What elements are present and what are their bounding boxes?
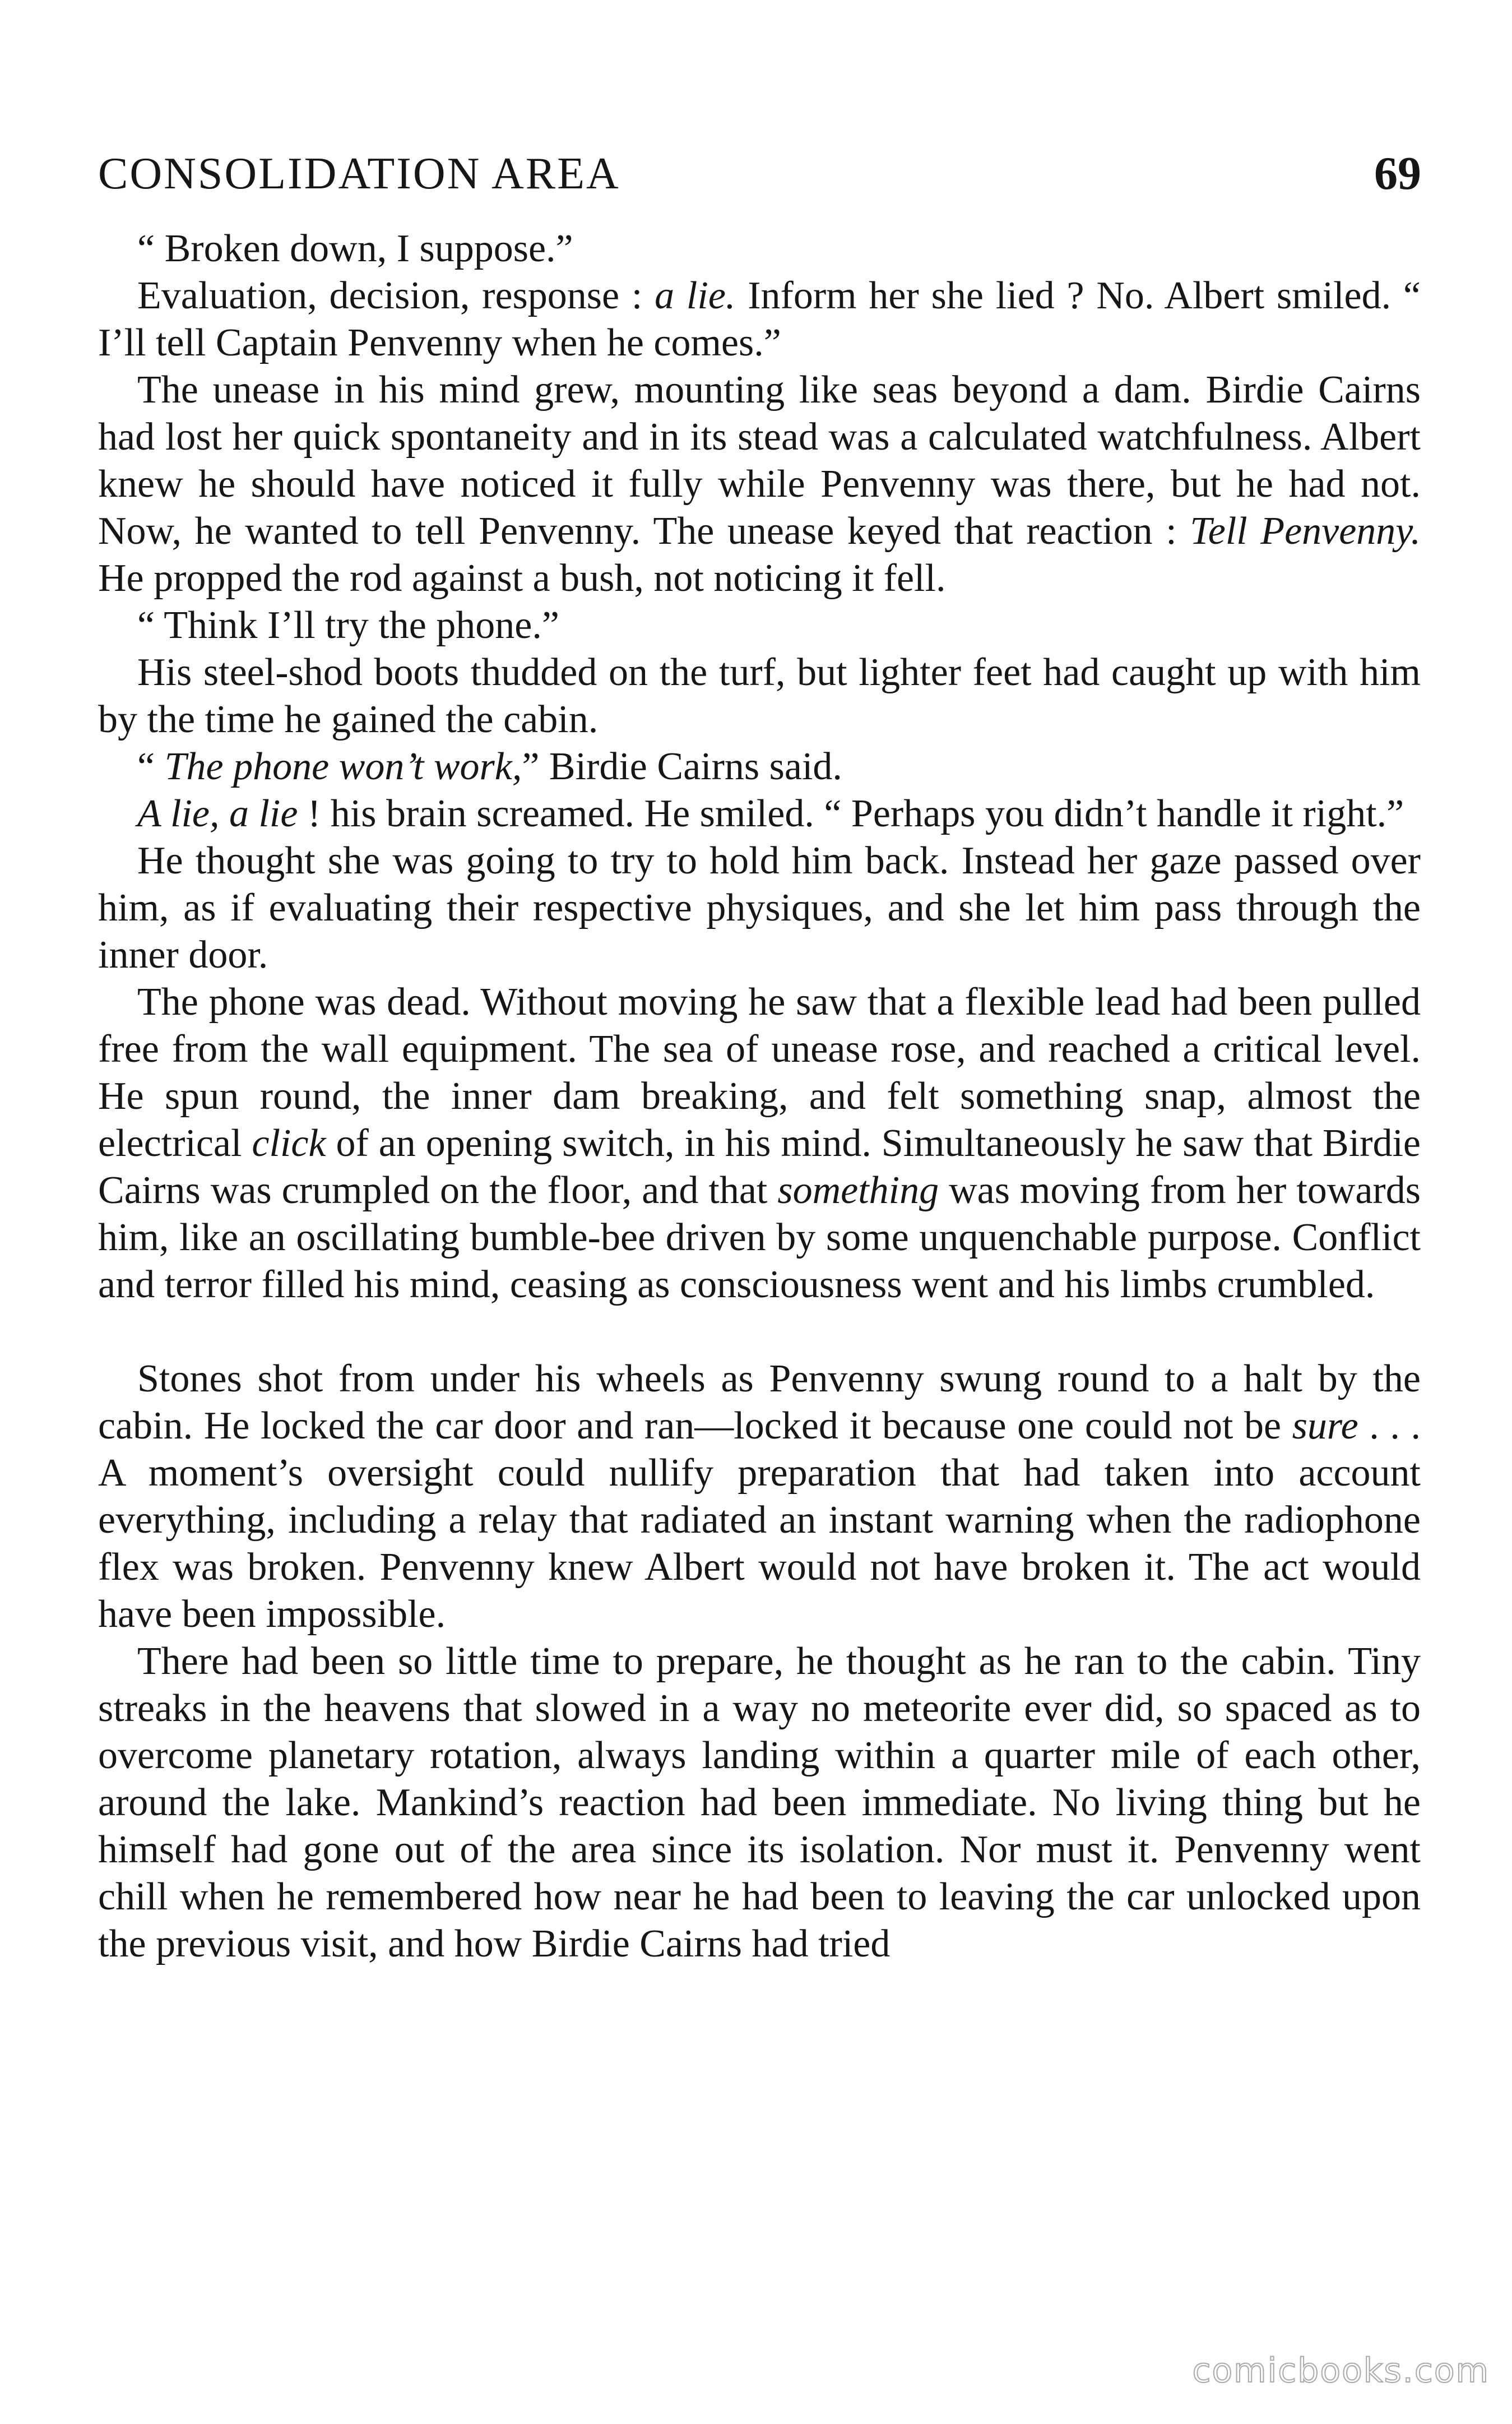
italic-text: A lie, a lie (137, 792, 298, 835)
text-run: The phone was dead. Without moving he saw that a flexible lead had been pulled free from the wall equipment. The sea of unease rose, and reached a critical level. He spun round, the inner dam breaking, and felt something snap, almost the electrical (98, 980, 1421, 1165)
page-number: 69 (1374, 147, 1421, 200)
paragraph (98, 1356, 1421, 1638)
text-run: Stones shot from under his wheels as Penvenny swung round to a halt by the cabin. He locked the car door and ran—locked it because one could not be (98, 1357, 1421, 1447)
text-run: Evaluation, decision, response : (137, 274, 655, 317)
text-run: He thought she was going to try to hold him back. Instead her gaze passed over him, as if evaluating their respective physiques, and she let him pass through the inner door. (98, 839, 1421, 977)
paragraph (98, 1638, 1421, 1968)
paragraph (98, 272, 1421, 367)
text-run: . . . A moment’s oversight could nullify preparation that had taken into account everything, including a relay that radiated an instant warning when the radiophone flex was broken. Penvenny knew Albert would not have broken it. The act would have been impossible. (98, 1404, 1421, 1636)
text-run: There had been so little time to prepare, he thought as he ran to the cabin. Tiny streaks in the heavens that slowed in a way no meteorite ever did, so spaced as to overcome planetary rotation, always landing within a quarter mile of each other, around the lake. Mankind’s reaction had been immediate. No living thing but he himself had gone out of the area since its isolation. Nor must it. Penvenny went chill when he remembered how near he had been to leaving the car unlocked upon the previous visit, and how Birdie Cairns had tried (98, 1640, 1421, 1965)
paragraph (98, 649, 1421, 743)
paragraph (98, 367, 1421, 602)
text-run: The unease in his mind grew, mounting like seas beyond a dam. Birdie Cairns had lost her quick spontaneity and in its stead was a calculated watchfulness. Albert knew he should have noticed it fully while Penvenny was there, but he had not. Now, he wanted to tell Penvenny. The unease keyed that reaction : (98, 368, 1421, 553)
paragraph (98, 743, 1421, 790)
italic-text: The phone won’t work, (164, 745, 522, 788)
paragraph (98, 225, 1421, 272)
text-run: ! his brain screamed. He smiled. “ Perhaps you didn’t handle it right.” (298, 792, 1404, 835)
text-run: “ Broken down, I suppose.” (137, 227, 573, 270)
text-run: His steel-shod boots thudded on the turf, but lighter feet had caught up with him by the time he gained the cabin. (98, 651, 1421, 741)
text-run: “ Think I’ll try the phone.” (137, 604, 559, 647)
text-run: Inform her she lied ? No. Albert smiled. “ I’ll tell Captain Penvenny when he comes.” (98, 274, 1421, 364)
body-text (98, 225, 1421, 1968)
italic-text: click (252, 1122, 326, 1165)
text-run: He propped the rod against a bush, not noticing it fell. (98, 557, 946, 600)
running-head: CONSOLIDATION AREA (98, 149, 620, 198)
watermark: comicbooks.com (1192, 2351, 1490, 2390)
paragraph (98, 979, 1421, 1308)
italic-text: sure (1292, 1404, 1358, 1447)
italic-text: Tell Penvenny. (1190, 510, 1421, 553)
paragraph (98, 602, 1421, 649)
italic-text: something (777, 1169, 939, 1212)
italic-text: a lie. (655, 274, 736, 317)
text-run: “ (137, 745, 165, 788)
text-run: was moving from her towards him, like an oscillating bumble-bee driven by some unquenchable purpose. Conflict and terror filled his mind, ceasing as consciousness went and his limbs crumbled. (98, 1169, 1421, 1306)
text-run: ” Birdie Cairns said. (522, 745, 842, 788)
paragraph (98, 838, 1421, 979)
page-header (98, 143, 1421, 205)
text-run: of an opening switch, in his mind. Simultaneously he saw that Birdie Cairns was crumpled on the floor, and that (98, 1122, 1421, 1212)
paragraph (98, 790, 1421, 838)
